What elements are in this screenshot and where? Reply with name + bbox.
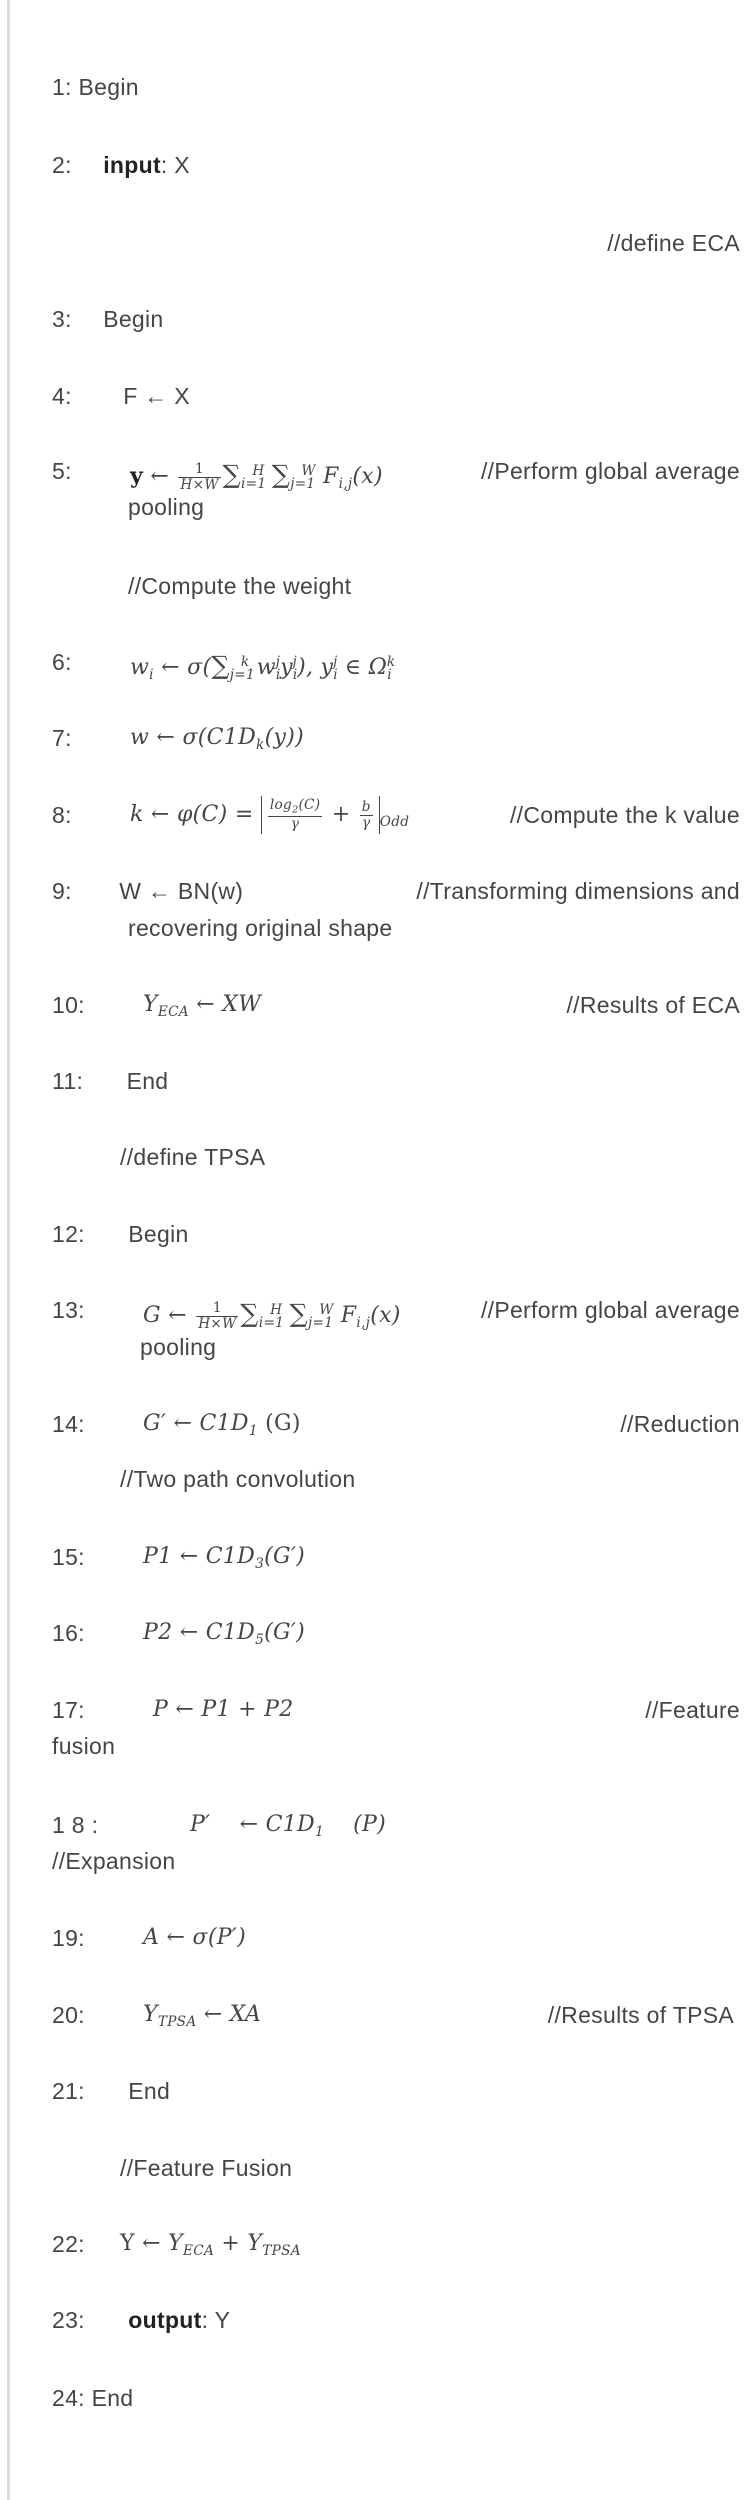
comment-line-8: //Compute the k value <box>509 802 740 828</box>
equation-5: y ← $\frac{1}{H\times W}$ $\sum_{i=1}^H$ $\sum_{j=1}^W$ $F_{i,j}(x)$ <box>130 460 383 493</box>
line-text: : X <box>160 152 190 178</box>
line-text: W ← BN(w) <box>119 878 244 904</box>
line-number: 1 8 : <box>52 1812 99 1838</box>
line-9 <box>52 872 243 910</box>
line-text: Begin <box>78 74 139 100</box>
comment-line-17: //Feature <box>645 1697 740 1723</box>
output-keyword: output <box>128 2307 202 2333</box>
line-number: 10: <box>52 992 85 1018</box>
equation-22: Y ← $Y_{ECA} + Y_{TPSA}$ <box>120 2231 301 2259</box>
equation-18: P′ ← $C1D_1$ (P) <box>190 1812 386 1840</box>
line-16 <box>52 1614 85 1652</box>
line-18-continuation: //Expansion <box>52 1848 176 1874</box>
line-number: 15: <box>52 1544 85 1570</box>
comment-compute-weight: //Compute the weight <box>128 573 352 599</box>
line-18 <box>52 1806 98 1844</box>
line-number: 20: <box>52 2002 85 2028</box>
left-border-rule <box>7 0 10 2500</box>
equation-16: P2 ← $C1D_5(G')$ <box>143 1620 305 1648</box>
line-text: F ← X <box>123 383 190 409</box>
line-number: 16: <box>52 1620 85 1646</box>
comment-line-13: //Perform global average <box>480 1297 740 1323</box>
equation-17: P ← P1 + P2 <box>153 1697 294 1722</box>
line-17-continuation: fusion <box>52 1733 116 1759</box>
comment-line-20: //Results of TPSA <box>547 2002 734 2028</box>
line-number: 19: <box>52 1925 85 1951</box>
line-number: 21: <box>52 2078 85 2104</box>
line-2 <box>52 146 190 184</box>
equation-15: P1 ← $C1D_3(G')$ <box>143 1544 305 1572</box>
line-9-continuation: recovering original shape <box>128 915 393 941</box>
line-23 <box>52 2301 230 2339</box>
line-number: 24: <box>52 2385 85 2411</box>
line-24 <box>52 2379 133 2417</box>
line-text: End <box>91 2385 134 2411</box>
comment-line-5: //Perform global average <box>480 458 740 484</box>
comment-feature-fusion: //Feature Fusion <box>120 2155 293 2181</box>
line-number: 8: <box>52 802 72 828</box>
equation-8: k ← φ(C) = $\frac{\log_2(C)}{\gamma}$ + $\frac{b}{\gamma}$ $_{Odd}$ <box>130 797 410 833</box>
equation-20: $Y_{TPSA}$ ← XA <box>143 2002 262 2030</box>
line-10 <box>52 986 85 1024</box>
line-text: Begin <box>103 306 164 332</box>
equation-13: G ← $\frac{1}{H\times W}$ $\sum_{i=1}^H$ $\sum_{j=1}^W$ $F_{i,j}(x)$ <box>143 1299 401 1332</box>
line-number: 2: <box>52 152 72 178</box>
line-21 <box>52 2072 170 2110</box>
line-number: 7: <box>52 725 72 751</box>
line-number: 14: <box>52 1411 85 1437</box>
line-19 <box>52 1919 85 1957</box>
line-6 <box>52 643 72 681</box>
comment-line-14: //Reduction <box>620 1411 740 1437</box>
equation-7: w ← $\sigma(C1D_k(y))$ <box>130 725 304 753</box>
line-3 <box>52 300 164 338</box>
line-text: Begin <box>128 1221 189 1247</box>
line-number: 11: <box>52 1068 84 1094</box>
line-22 <box>52 2225 85 2263</box>
line-13-continuation: pooling <box>140 1334 217 1360</box>
line-20 <box>52 1996 85 2034</box>
line-text: End <box>128 2078 171 2104</box>
line-number: 12: <box>52 1221 85 1247</box>
line-number: 17: <box>52 1697 85 1723</box>
line-14 <box>52 1405 85 1443</box>
line-4 <box>52 377 190 415</box>
line-text: : Y <box>201 2307 231 2333</box>
line-11 <box>52 1062 168 1100</box>
line-number: 9: <box>52 878 72 904</box>
line-17 <box>52 1691 85 1729</box>
line-number: 1: <box>52 74 72 100</box>
comment-two-path-convolution: //Two path convolution <box>120 1466 356 1492</box>
line-number: 3: <box>52 306 72 332</box>
equation-14: G′ ← $C1D_1$ (G) <box>143 1411 301 1439</box>
line-7 <box>52 719 72 757</box>
line-text: End <box>126 1068 169 1094</box>
comment-line-10: //Results of ECA <box>566 992 740 1018</box>
line-12 <box>52 1215 189 1253</box>
line-13 <box>52 1291 85 1329</box>
comment-line-9: //Transforming dimensions and <box>416 878 740 904</box>
equation-6: $w_i$ ← $\sigma(\sum_{j=1}^k$ $w_i^jy_i^j$), $y_i^j$ ∈ $\Omega_i^k$ <box>130 651 396 683</box>
line-number: 23: <box>52 2307 85 2333</box>
equation-10: $Y_{ECA}$ ← XW <box>143 992 262 1020</box>
line-5-continuation: pooling <box>128 494 205 520</box>
line-15 <box>52 1538 85 1576</box>
line-number: 6: <box>52 649 72 675</box>
line-5 <box>52 452 72 490</box>
line-number: 22: <box>52 2231 85 2257</box>
line-number: 4: <box>52 383 72 409</box>
line-1 <box>52 68 139 106</box>
comment-define-tpsa: //define TPSA <box>120 1144 266 1170</box>
line-number: 5: <box>52 458 72 484</box>
line-number: 13: <box>52 1297 85 1323</box>
line-8 <box>52 796 72 834</box>
equation-19: A ← σ(P′) <box>143 1925 246 1950</box>
input-keyword: input <box>103 152 161 178</box>
comment-define-eca: //define ECA <box>607 230 740 256</box>
